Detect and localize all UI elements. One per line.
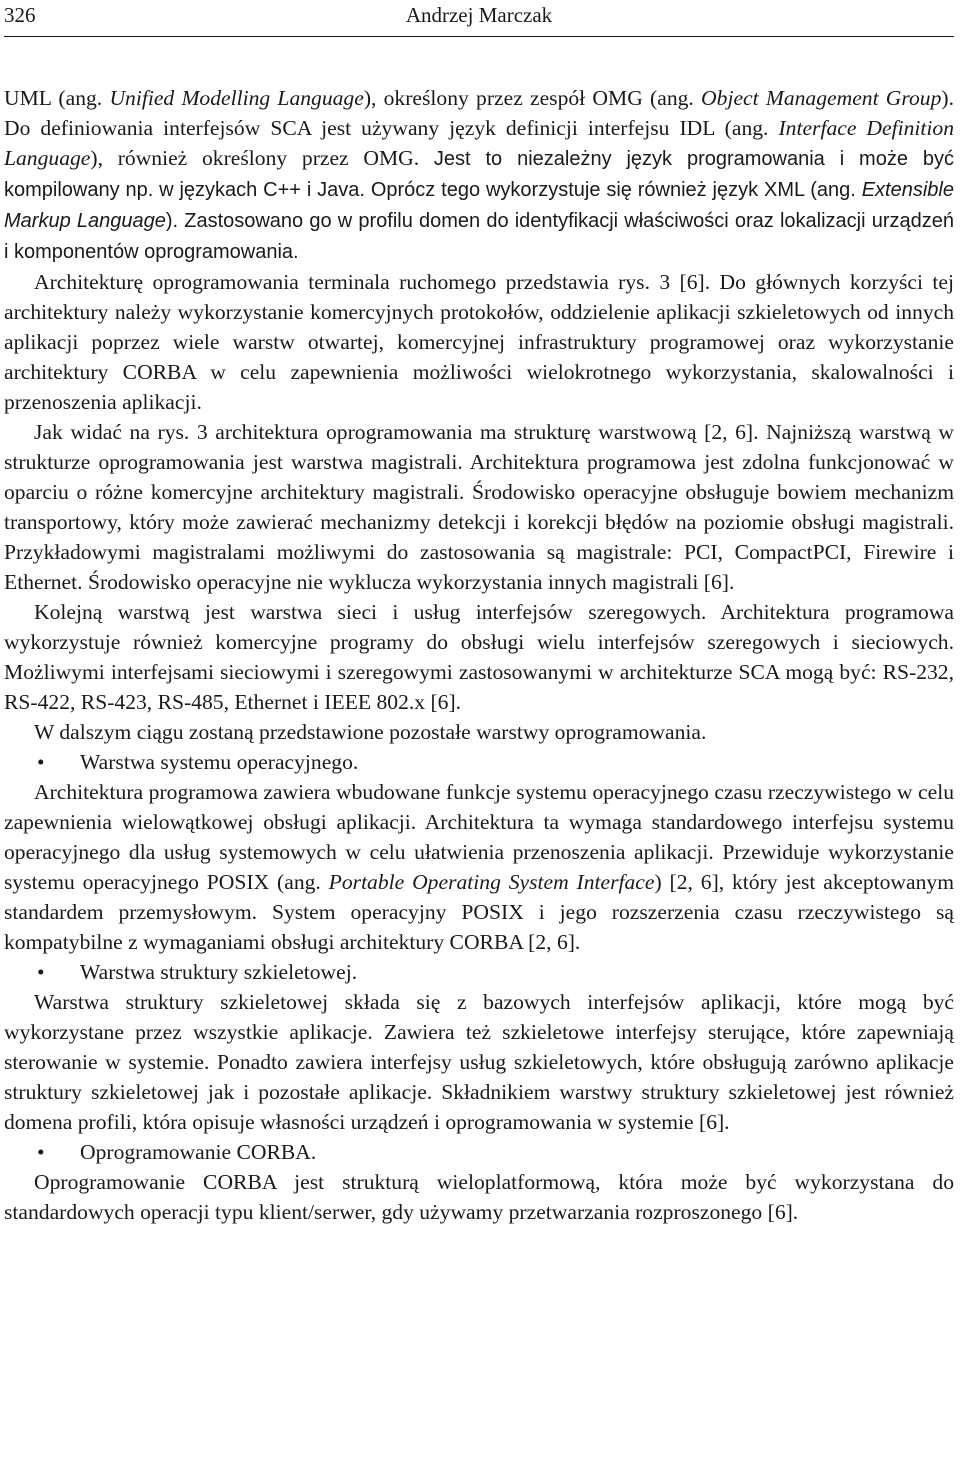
bullet-icon: • xyxy=(37,750,45,774)
bullet-item xyxy=(4,747,954,777)
paragraph xyxy=(4,717,954,747)
italic-term: Unified Modelling Language xyxy=(109,86,364,110)
paragraph xyxy=(4,1167,954,1227)
paragraph xyxy=(4,597,954,717)
paragraph xyxy=(4,267,954,417)
text-run: Warstwa systemu operacyjnego. xyxy=(80,750,359,774)
body-text xyxy=(4,83,954,1227)
text-run: Kolejną warstwą jest warstwa sieci i usług interfejsów szeregowych. Architektura programowa wykorzystuje również komercyjne programy do obsługi wielu interfejsów szeregowych i sieciowych. Możliwymi interfejsami sieciowymi i szeregowymi zastosowanymi w architekturze SCA mogą być: RS-232, RS-422, RS-423, RS-485, Ethernet i IEEE 802.x [6]. xyxy=(4,600,954,714)
text-run: ), określony przez zespół OMG (ang. xyxy=(363,86,702,110)
italic-term: Extensible Markup Language xyxy=(4,179,954,232)
text-run: Architekturę oprogramowania terminala ruchomego przedstawia rys. 3 [6]. Do głównych korzyści tej architektury należy wykorzystanie komercyjnych protokołów, oddzielenie aplikacji szkieletowych od innych aplikacji poprzez wiele warstw otwartej, komercyjnej infrastruktury programowej oraz wykorzystanie architektury CORBA w celu zapewnienia możliwości wielokrotnego wykorzystania, skalowalności i przenoszenia aplikacji. xyxy=(4,270,954,414)
bullet-icon: • xyxy=(37,1140,45,1164)
text-run: ). Do definiowania interfejsów SCA jest używany język definicji interfejsu IDL (ang. xyxy=(4,86,954,140)
text-run: UML (ang. xyxy=(4,86,110,110)
text-run: Jest to niezależny język programowania i może być kompilowany np. w językach C++ i Java. Oprócz tego wykorzystuje się również język XML (ang. xyxy=(4,148,954,201)
bullet-item xyxy=(4,1137,954,1167)
text-run: Architektura programowa zawiera wbudowane funkcje systemu operacyjnego czasu rzeczywistego w celu zapewnienia wielowątkowej obsługi aplikacji. Architektura ta wymaga standardowego interfejsu systemu operacyjnego dla usług systemowych w celu ułatwienia przenoszenia aplikacji. Przewiduje wykorzystanie systemu operacyjnego POSIX (ang. xyxy=(4,780,954,894)
text-run: Oprogramowanie CORBA. xyxy=(80,1140,317,1164)
text-run: Oprogramowanie CORBA jest strukturą wieloplatformową, która może być wykorzystana do standardowych operacji typu klient/serwer, gdy używamy przetwarzania rozproszonego [6]. xyxy=(4,1170,954,1224)
page-number: 326 xyxy=(4,3,36,27)
text-run: W dalszym ciągu zostaną przedstawione pozostałe warstwy oprogramowania. xyxy=(34,720,707,744)
text-run: Warstwa struktury szkieletowej składa się z bazowych interfejsów aplikacji, które mogą być wykorzystane przez wszystkie aplikacje. Zawiera też szkieletowe interfejsy sterujące, które zapewniają sterowanie w systemie. Ponadto zawiera interfejsy usług szkieletowych, które obsługują zarówno aplikacje struktury szkieletowej jak i pozostałe aplikacje. Składnikiem warstwy struktury szkieletowej jest również domena profili, która opisuje własności urządzeń i oprogramowania w systemie [6]. xyxy=(4,990,954,1134)
italic-term: Interface Definition Language xyxy=(4,116,954,170)
text-run: ), również określony przez OMG. xyxy=(90,146,434,170)
paragraph xyxy=(4,83,954,267)
running-header xyxy=(4,0,954,38)
paragraph xyxy=(4,777,954,957)
header-rule xyxy=(4,36,954,37)
text-run: ) [2, 6], który jest akceptowanym standardem przemysłowym. System operacyjny POSIX i jego rozszerzenia czasu rzeczywistego są kompatybilne z wymaganiami obsługi architektury CORBA [2, 6]. xyxy=(4,870,954,954)
italic-term: Portable Operating System Interface xyxy=(328,870,655,894)
text-run: Warstwa struktury szkieletowej. xyxy=(80,960,358,984)
bullet-item xyxy=(4,957,954,987)
italic-term: Object Management Group xyxy=(701,86,942,110)
text-run: Jak widać na rys. 3 architektura oprogramowania ma strukturę warstwową [2, 6]. Najniższą warstwą w strukturze oprogramowania jest warstwa magistrali. Architektura programowa jest zdolna funkcjonować w oparciu o różne komercyjne architektury magistrali. Środowisko operacyjne obsługuje bowiem mechanizm transportowy, który może zawierać mechanizmy detekcji i korekcji błędów na poziomie obsługi magistrali. Przykładowymi magistralami możliwymi do zastosowania są magistrale: PCI, CompactPCI, Firewire i Ethernet. Środowisko operacyjne nie wyklucza wykorzystania innych magistrali [6]. xyxy=(4,420,954,594)
paragraph xyxy=(4,987,954,1137)
running-head-author: Andrzej Marczak xyxy=(405,3,553,27)
text-run: ). Zastosowano go w profilu domen do identyfikacji właściwości oraz lokalizacji urządzeń i komponentów oprogramowania. xyxy=(4,210,954,263)
bullet-icon: • xyxy=(37,960,45,984)
paragraph xyxy=(4,417,954,597)
